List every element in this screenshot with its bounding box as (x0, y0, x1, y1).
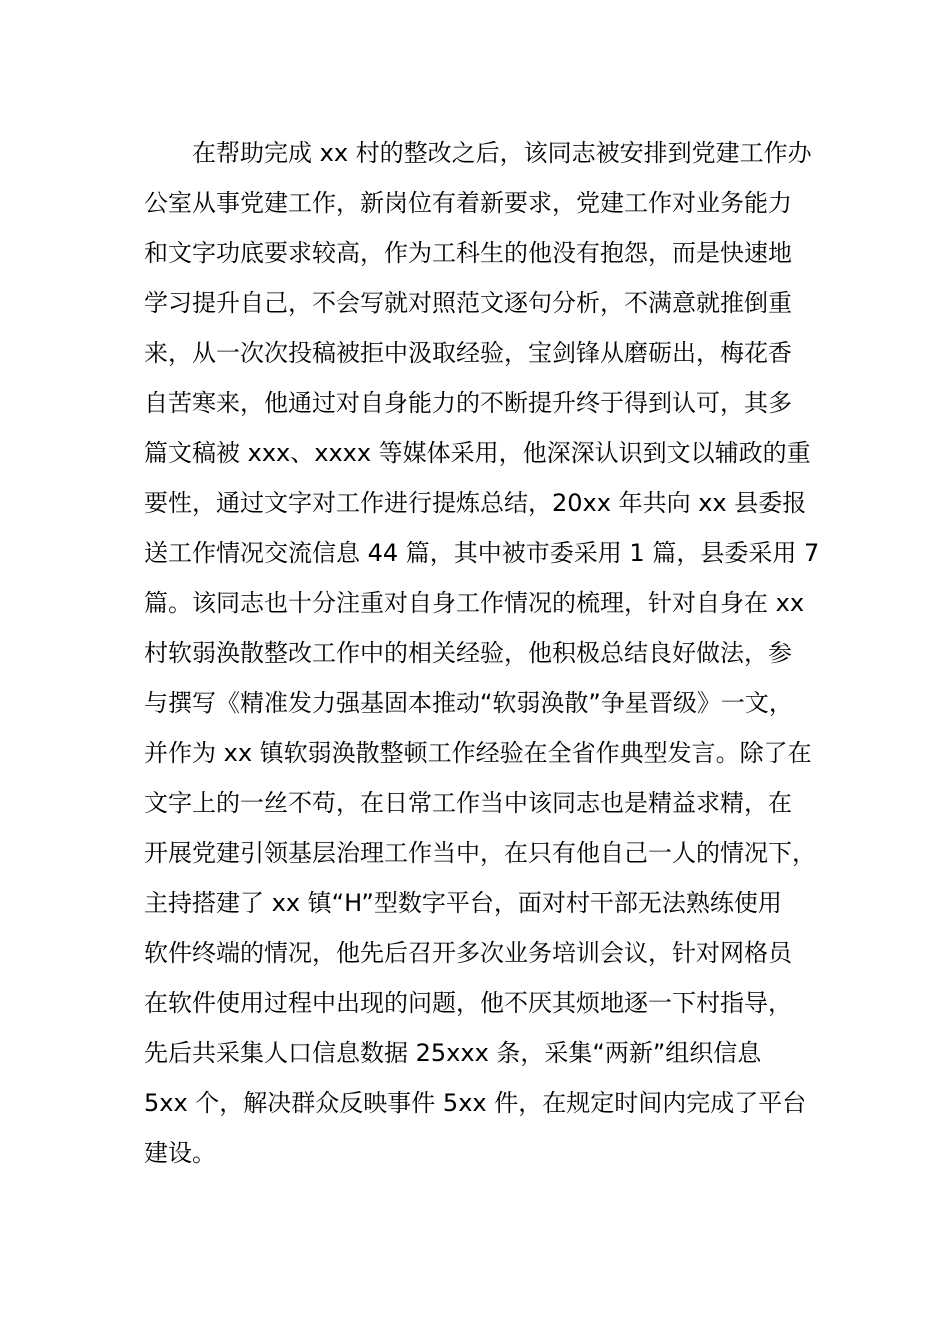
paragraph-line: 建设。 (144, 1139, 216, 1167)
paragraph-line: 先后共采集人口信息数据 25xxx 条，采集“两新”组织信息 (144, 1039, 762, 1067)
paragraph-line: 并作为 xx 镇软弱涣散整顿工作经验在全省作典型发言。除了在 (144, 739, 812, 767)
paragraph-line: 送工作情况交流信息 44 篇，其中被市委采用 1 篇，县委采用 7 (144, 539, 820, 567)
paragraph-line: 自苦寒来，他通过对自身能力的不断提升终于得到认可，其多 (144, 389, 792, 417)
paragraph-line: 在帮助完成 xx 村的整改之后，该同志被安排到党建工作办 (192, 139, 812, 167)
paragraph-line: 篇。该同志也十分注重对自身工作情况的梳理，针对自身在 xx (144, 589, 805, 617)
paragraph-line: 软件终端的情况，他先后召开多次业务培训会议，针对网格员 (144, 939, 792, 967)
paragraph-line: 篇文稿被 xxx、xxxx 等媒体采用，他深深认识到文以辅政的重 (144, 439, 811, 467)
body-paragraph (144, 128, 820, 1178)
paragraph-line: 公室从事党建工作，新岗位有着新要求，党建工作对业务能力 (144, 189, 792, 217)
paragraph-line: 村软弱涣散整改工作中的相关经验，他积极总结良好做法，参 (144, 639, 792, 667)
paragraph-line: 文字上的一丝不苟，在日常工作当中该同志也是精益求精，在 (144, 789, 792, 817)
paragraph-line: 和文字功底要求较高，作为工科生的他没有抱怨，而是快速地 (144, 239, 792, 267)
paragraph-line: 5xx 个，解决群众反映事件 5xx 件，在规定时间内完成了平台 (144, 1089, 807, 1117)
paragraph-line: 开展党建引领基层治理工作当中，在只有他自己一人的情况下， (144, 839, 816, 867)
paragraph-line: 在软件使用过程中出现的问题，他不厌其烦地逐一下村指导， (144, 989, 792, 1017)
paragraph-line: 要性，通过文字对工作进行提炼总结，20xx 年共向 xx 县委报 (144, 489, 807, 517)
paragraph-line: 与撰写《精准发力强基固本推动“软弱涣散”争星晋级》一文， (144, 689, 793, 717)
paragraph-line: 主持搭建了 xx 镇“H”型数字平台，面对村干部无法熟练使用 (144, 889, 782, 917)
paragraph-line: 学习提升自己，不会写就对照范文逐句分析，不满意就推倒重 (144, 289, 792, 317)
paragraph-line: 来，从一次次投稿被拒中汲取经验，宝剑锋从磨砺出，梅花香 (144, 339, 792, 367)
